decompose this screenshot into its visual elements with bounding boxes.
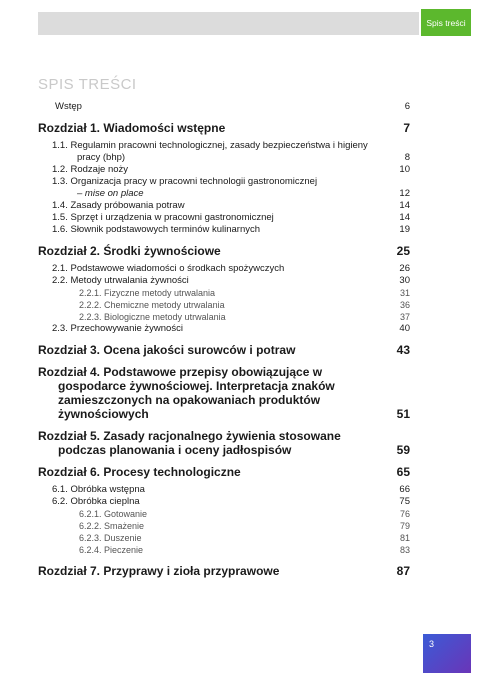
section-entry-subtitle: – mise on place	[77, 188, 144, 199]
chapter-entry-title: Rozdział 3. Ocena jakości surowców i potraw	[38, 343, 296, 357]
chapter-entry	[38, 429, 410, 457]
page-title: SPIS TREŚCI	[38, 76, 137, 93]
section-entry-page: 19	[399, 224, 410, 235]
section-entry-page: 81	[399, 533, 410, 543]
section-entry	[38, 176, 410, 200]
section-entry	[38, 496, 410, 508]
section-entry-page: 37	[399, 312, 410, 322]
section-entry	[38, 275, 410, 287]
section-entry-page: 30	[399, 275, 410, 286]
chapter-entry-title: Rozdział 2. Środki żywnościowe	[38, 244, 221, 258]
section-entry	[38, 224, 410, 236]
section-entry-title: 2.1. Podstawowe wiadomości o środkach spożywczych	[52, 263, 285, 274]
section-entry-title: 1.5. Sprzęt i urządzenia w pracowni gastronomicznej	[52, 212, 274, 223]
toc-entry-page: 6	[404, 101, 410, 112]
chapter-entry-title: Rozdział 1. Wiadomości wstępne	[38, 121, 226, 135]
section-entry	[38, 140, 410, 164]
section-entry	[38, 323, 410, 335]
chapter-entry-title: Rozdział 7. Przyprawy i zioła przyprawowe	[38, 564, 280, 578]
section-entry-title: 6.2.2. Smażenie	[79, 521, 145, 531]
section-entry	[38, 164, 410, 176]
chapter-entry-page: 59	[396, 443, 410, 457]
section-entry-title: 6.2.1. Gotowanie	[79, 509, 148, 519]
chapter-entry-page: 65	[396, 465, 410, 479]
section-entry	[38, 311, 410, 323]
section-entry	[38, 484, 410, 496]
page-number: 3	[429, 639, 435, 649]
section-entry-page: 12	[399, 188, 410, 199]
section-entry-title: 1.4. Zasady próbowania potraw	[52, 200, 185, 211]
chapter-entry-title: Rozdział 5. Zasady racjonalnego żywienia stosowane podczas planowania i oceny jadłospisów	[38, 429, 341, 457]
chapter-entry-page: 25	[396, 244, 410, 258]
section-entry-page: 8	[404, 152, 410, 163]
chapter-entry-page: 43	[396, 343, 410, 357]
section-entry-title: 6.2.4. Pieczenie	[79, 545, 144, 555]
section-entry-title: 2.2.1. Fizyczne metody utrwalania	[79, 288, 216, 298]
chapter-entry	[38, 365, 410, 421]
section-entry-title: 2.2. Metody utrwalania żywności	[52, 275, 189, 286]
section-entry-title: 2.3. Przechowywanie żywności	[52, 323, 183, 334]
section-entry-page: 75	[399, 496, 410, 507]
section-entry-page: 83	[399, 545, 410, 555]
chapter-entry-title: Rozdział 6. Procesy technologiczne	[38, 465, 241, 479]
section-entry-title: 6.2. Obróbka cieplna	[52, 496, 140, 507]
section-entry	[38, 544, 410, 556]
section-entry-page: 31	[399, 288, 410, 298]
header-bar	[38, 12, 419, 35]
section-entry	[38, 299, 410, 311]
section-entry-title: 2.2.2. Chemiczne metody utrwalania	[79, 300, 225, 310]
section-entry	[38, 508, 410, 520]
section-entry	[38, 200, 410, 212]
section-entry-title: 6.2.3. Duszenie	[79, 533, 142, 543]
section-entry-page: 40	[399, 323, 410, 334]
section-entry-page: 36	[399, 300, 410, 310]
section-entry-page: 66	[399, 484, 410, 495]
section-entry	[38, 520, 410, 532]
section-entry-page: 26	[399, 263, 410, 274]
section-entry	[38, 287, 410, 299]
chapter-entry-page: 51	[396, 407, 410, 421]
chapter-entry	[38, 564, 410, 578]
chapter-entry-page: 7	[403, 121, 410, 135]
section-entry	[38, 532, 410, 544]
chapter-entry	[38, 343, 410, 357]
section-entry-title: 1.3. Organizacja pracy w pracowni technologii gastronomicznej	[52, 176, 318, 187]
section-entry-page: 14	[399, 212, 410, 223]
table-of-contents	[38, 100, 410, 583]
chapter-entry	[38, 121, 410, 135]
section-entry-page: 76	[399, 509, 410, 519]
section-entry	[38, 263, 410, 275]
section-entry-page: 14	[399, 200, 410, 211]
chapter-entry	[38, 465, 410, 479]
toc-entry-title: Wstęp	[55, 101, 82, 112]
page-number-badge	[423, 634, 471, 673]
toc-entry	[38, 100, 410, 113]
section-entry-title: 1.2. Rodzaje noży	[52, 164, 129, 175]
section-entry-page: 10	[399, 164, 410, 175]
section-tab: Spis treści	[421, 9, 471, 36]
section-entry-page: 79	[399, 521, 410, 531]
chapter-entry-page: 87	[396, 564, 410, 578]
section-entry-title: 2.2.3. Biologiczne metody utrwalania	[79, 312, 226, 322]
chapter-entry-title: Rozdział 4. Podstawowe przepisy obowiązujące w gospodarce żywnościowej. Interpretacja znaków zamieszczonych na opakowaniach produktów żywnościowych	[38, 365, 335, 421]
chapter-entry	[38, 244, 410, 258]
section-entry	[38, 212, 410, 224]
section-entry-title: 6.1. Obróbka wstępna	[52, 484, 145, 495]
section-entry-title: 1.1. Regulamin pracowni technologicznej, zasady bezpieczeństwa i higieny pracy (bhp)	[52, 140, 368, 163]
section-entry-title: 1.6. Słownik podstawowych terminów kulinarnych	[52, 224, 261, 235]
